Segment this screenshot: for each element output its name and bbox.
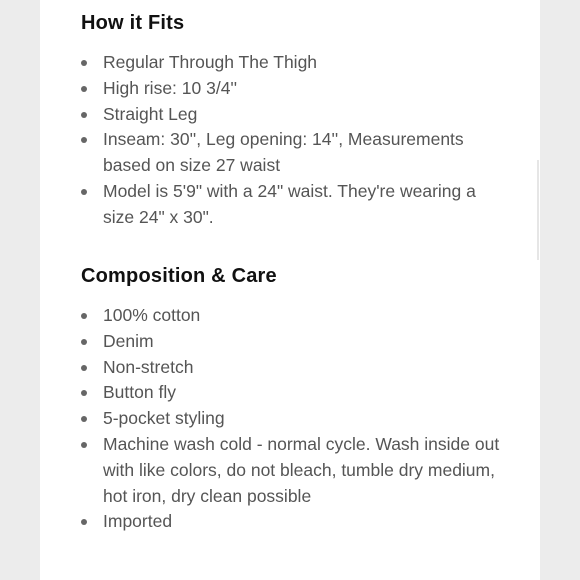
list-item-text: Regular Through The Thigh xyxy=(103,52,318,72)
bullet-icon xyxy=(81,60,87,66)
how-it-fits-list xyxy=(81,50,501,231)
bullet-icon xyxy=(81,313,87,319)
list-item xyxy=(81,76,501,102)
list-item-text: Straight Leg xyxy=(103,103,198,124)
list-item-text: Machine wash cold - normal cycle. Wash inside out with like colors, do not bleach, tumble dry medium, hot iron, dry clean possible xyxy=(103,433,500,506)
list-item xyxy=(81,432,501,509)
list-item-text: Button fly xyxy=(103,382,176,403)
list-item-text: 5-pocket styling xyxy=(103,408,225,429)
bullet-icon xyxy=(81,416,87,422)
section-title-how-it-fits: How it Fits xyxy=(81,12,185,34)
bullet-icon xyxy=(81,390,87,396)
bullet-icon xyxy=(81,339,87,345)
bullet-icon xyxy=(81,112,87,118)
bullet-icon xyxy=(81,442,87,448)
list-item xyxy=(81,50,501,76)
list-item xyxy=(81,329,501,355)
bullet-icon xyxy=(81,519,87,525)
bullet-icon xyxy=(81,365,87,371)
list-item xyxy=(81,406,501,432)
list-item xyxy=(81,179,501,231)
list-item xyxy=(81,355,501,381)
list-item xyxy=(81,303,501,329)
list-item xyxy=(81,509,501,535)
list-item xyxy=(81,127,501,179)
list-item-text: Inseam: 30'', Leg opening: 14'', Measurements based on size 27 waist xyxy=(103,129,464,176)
list-item-text: Non-stretch xyxy=(103,356,194,377)
scroll-edge-divider xyxy=(537,160,539,260)
bullet-icon xyxy=(81,137,87,143)
section-title-composition-care: Composition & Care xyxy=(81,265,277,287)
bullet-icon xyxy=(81,189,87,195)
list-item-text: Imported xyxy=(103,511,173,532)
list-item xyxy=(81,102,501,128)
list-item xyxy=(81,380,501,406)
product-details-panel xyxy=(40,0,540,580)
bullet-icon xyxy=(81,86,87,92)
list-item-text: 100% cotton xyxy=(103,305,201,325)
list-item-text: Denim xyxy=(103,330,154,351)
list-item-text: Model is 5'9" with a 24" waist. They're wearing a size 24" x 30". xyxy=(103,180,476,227)
list-item-text: High rise: 10 3/4'' xyxy=(103,77,238,98)
composition-care-list xyxy=(81,303,501,535)
